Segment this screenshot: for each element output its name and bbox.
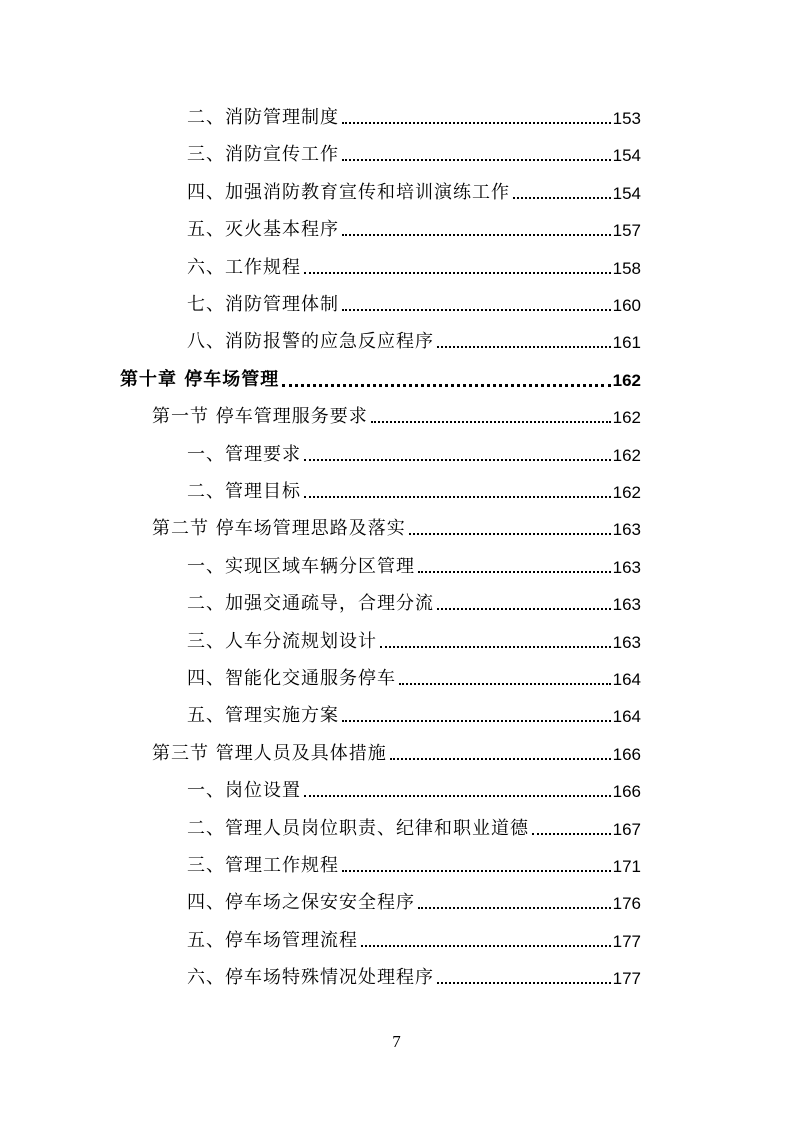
toc-dot-leader — [304, 496, 611, 498]
toc-dot-leader — [390, 758, 611, 760]
toc-subsection-entry[interactable] — [187, 773, 641, 810]
toc-entry-page: 160 — [612, 296, 641, 315]
toc-entry-page: 157 — [612, 221, 641, 241]
toc-entry-title: 八、消防报警的应急反应程序 — [187, 331, 434, 353]
toc-entry-title: 三、管理工作规程 — [187, 855, 339, 876]
toc-entry-title: 一、岗位设置 — [187, 780, 301, 802]
toc-entry-page: 162 — [612, 483, 641, 502]
toc-entry-page: 177 — [612, 931, 641, 951]
toc-dot-leader — [418, 571, 611, 573]
toc-entry-title: 一、管理要求 — [187, 443, 301, 465]
toc-dot-leader — [304, 795, 611, 797]
toc-entry-page: 166 — [612, 744, 641, 764]
toc-entry-page: 154 — [612, 146, 641, 166]
toc-entry-title: 六、工作规程 — [187, 256, 301, 278]
toc-section-entry[interactable] — [152, 511, 641, 548]
toc-dot-leader — [532, 833, 611, 835]
toc-subsection-entry[interactable] — [187, 250, 641, 287]
toc-dot-leader — [437, 982, 611, 984]
toc-entry-title: 五、灭火基本程序 — [187, 219, 339, 241]
toc-subsection-entry[interactable] — [187, 287, 641, 324]
toc-dot-leader — [371, 421, 611, 423]
toc-subsection-entry[interactable] — [187, 698, 641, 735]
toc-entry-page: 154 — [612, 183, 641, 203]
toc-subsection-entry[interactable] — [187, 586, 641, 623]
toc-entry-page: 163 — [612, 557, 641, 577]
toc-subsection-entry[interactable] — [187, 661, 641, 698]
toc-dot-leader — [409, 533, 611, 535]
toc-subsection-entry[interactable] — [187, 624, 641, 661]
toc-chapter-entry[interactable] — [120, 362, 641, 399]
toc-entry-title: 二、管理人员岗位职责、纪律和职业道德 — [187, 817, 529, 839]
toc-entry-title: 五、管理实施方案 — [187, 705, 339, 727]
toc-subsection-entry[interactable] — [187, 923, 641, 960]
toc-entry-page: 164 — [612, 670, 641, 689]
toc-dot-leader — [342, 720, 611, 722]
toc-entry-title: 二、管理目标 — [187, 481, 301, 502]
toc-dot-leader — [437, 346, 611, 348]
toc-entry-title: 一、实现区域车辆分区管理 — [187, 555, 415, 577]
toc-entry-page: 163 — [612, 632, 641, 652]
toc-entry-page: 177 — [612, 969, 641, 989]
toc-dot-leader — [342, 870, 611, 872]
toc-entry-page: 163 — [612, 520, 641, 540]
toc-entry-page: 163 — [612, 595, 641, 615]
toc-entry-title: 七、消防管理体制 — [187, 294, 339, 315]
toc-entry-page: 162 — [612, 408, 641, 428]
toc-entry-title: 四、停车场之保安安全程序 — [187, 892, 415, 914]
toc-dot-leader — [342, 122, 611, 124]
toc-subsection-entry[interactable] — [187, 885, 641, 922]
toc-subsection-entry[interactable] — [187, 811, 641, 848]
toc-section-entry[interactable] — [152, 399, 641, 436]
toc-entry-page: 171 — [612, 857, 641, 876]
toc-subsection-entry[interactable] — [187, 100, 641, 137]
toc-subsection-entry[interactable] — [187, 324, 641, 361]
toc-entry-page: 153 — [612, 109, 641, 128]
toc-dot-leader — [342, 234, 611, 236]
toc-entry-title: 第一节 停车管理服务要求 — [152, 406, 368, 428]
toc-entry-title: 第三节 管理人员及具体措施 — [152, 742, 387, 764]
toc-entry-title: 二、加强交通疏导，合理分流 — [187, 593, 434, 615]
toc-entry-page: 164 — [612, 707, 641, 727]
toc-entry-title: 五、停车场管理流程 — [187, 929, 358, 951]
toc-dot-leader — [399, 683, 611, 685]
toc-entry-title: 三、消防宣传工作 — [187, 144, 339, 166]
toc-dot-leader — [361, 945, 611, 947]
toc-subsection-entry[interactable] — [187, 960, 641, 997]
toc-entry-page: 161 — [612, 333, 641, 353]
toc-entry-page: 166 — [612, 782, 641, 802]
toc-subsection-entry[interactable] — [187, 212, 641, 249]
toc-subsection-entry[interactable] — [187, 175, 641, 212]
toc-dot-leader — [513, 197, 611, 199]
toc-entry-title: 四、加强消防教育宣传和培训演练工作 — [187, 181, 510, 203]
toc-dot-leader — [304, 272, 611, 274]
toc-subsection-entry[interactable] — [187, 137, 641, 174]
toc-entry-page: 162 — [612, 445, 641, 465]
toc-section-entry[interactable] — [152, 736, 641, 773]
page-number: 7 — [392, 1032, 401, 1051]
toc-subsection-entry[interactable] — [187, 437, 641, 474]
toc-entry-title: 三、人车分流规划设计 — [187, 630, 377, 652]
toc-dot-leader — [380, 646, 611, 648]
toc-subsection-entry[interactable] — [187, 549, 641, 586]
toc-dot-leader — [282, 384, 610, 387]
toc-dot-leader — [342, 159, 611, 161]
toc-dot-leader — [304, 459, 611, 461]
toc-entry-page: 158 — [612, 258, 641, 278]
toc-entry-title: 六、停车场特殊情况处理程序 — [187, 967, 434, 989]
toc-entry-page: 162 — [612, 370, 641, 390]
toc-entry-page: 167 — [612, 819, 641, 839]
toc-dot-leader — [437, 608, 611, 610]
toc-dot-leader — [342, 309, 611, 311]
toc-entry-title: 二、消防管理制度 — [187, 107, 339, 128]
toc-entry-title: 第十章 停车场管理 — [120, 368, 280, 390]
toc-entry-title: 第二节 停车场管理思路及落实 — [152, 518, 406, 540]
toc-subsection-entry[interactable] — [187, 848, 641, 885]
toc-dot-leader — [418, 907, 611, 909]
toc-entry-title: 四、智能化交通服务停车 — [187, 668, 396, 689]
toc-subsection-entry[interactable] — [187, 474, 641, 511]
toc-entry-page: 176 — [612, 894, 641, 914]
